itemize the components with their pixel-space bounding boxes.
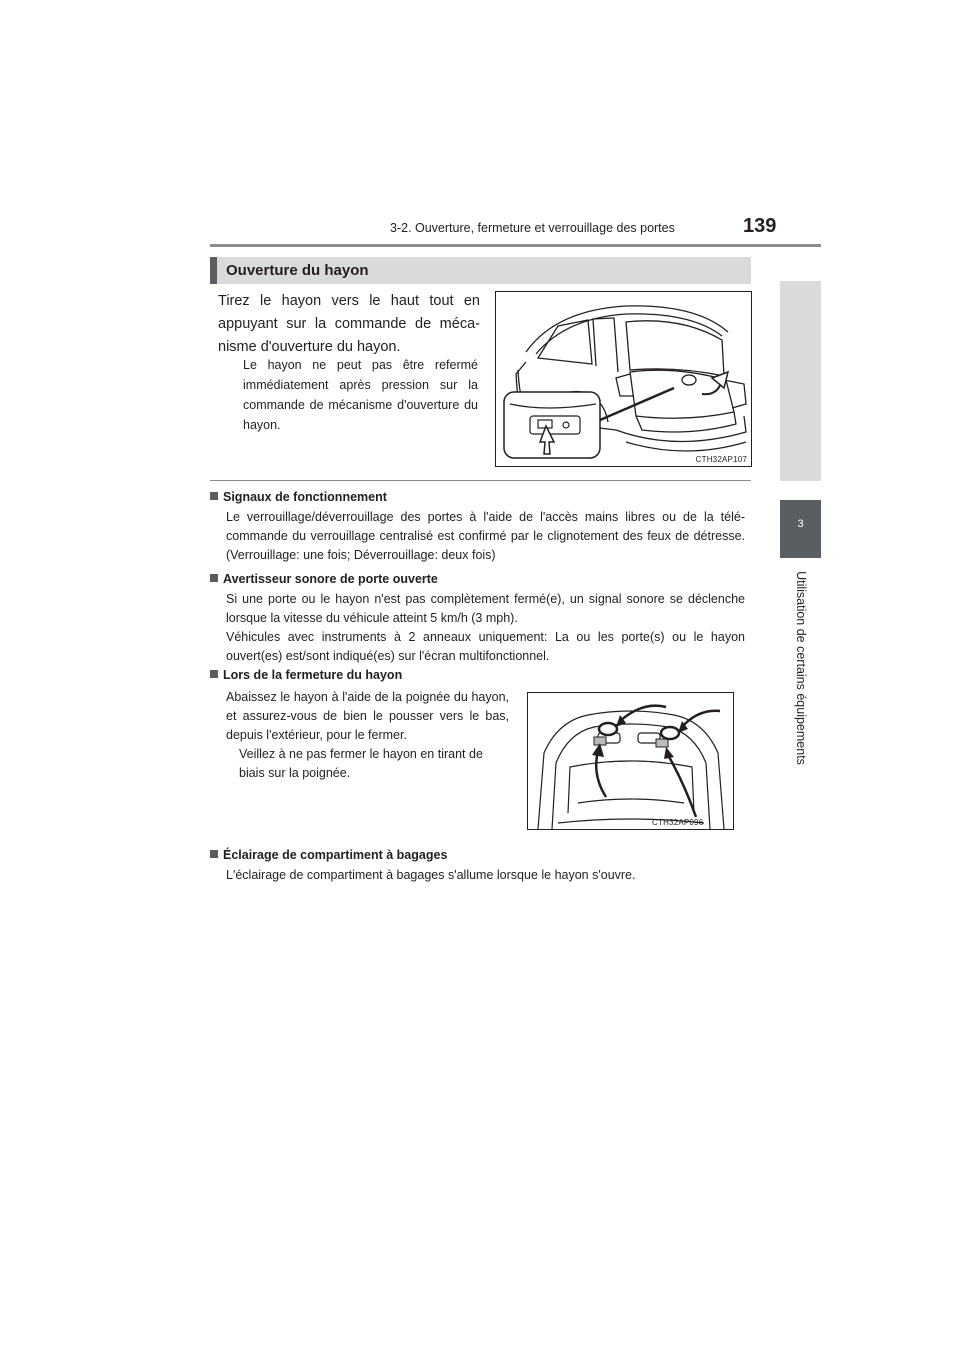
topic-heading-text: Signaux de fonctionnement	[223, 490, 387, 504]
section-divider	[210, 480, 751, 481]
topic-heading	[210, 572, 438, 586]
header-rule	[210, 244, 821, 247]
section-title-bar	[210, 257, 751, 284]
tailgate-interior-illustration	[528, 693, 733, 829]
topic-heading	[210, 668, 402, 682]
bullet-square-icon	[210, 574, 218, 582]
topic-text: Le verrouillage/déverrouillage des portes à l'aide de l'accès mains libres ou de la télécommande du verrouillage centralisé est confirmé par le clignotement des feux de détresse. (Verrouillage: une fois; Déverrouillage: deux fois)	[226, 510, 745, 562]
side-tab-chapter-number: 3	[780, 500, 821, 558]
section-accent	[210, 257, 217, 284]
topic-heading	[210, 490, 387, 504]
topic-heading-text: Avertisseur sonore de porte ouverte	[223, 572, 438, 586]
section-title: Ouverture du hayon	[226, 262, 369, 279]
topic-note: Veillez à ne pas fermer le hayon en tirant de biais sur la poignée.	[239, 747, 483, 780]
tailgate-handle-figure	[527, 692, 734, 830]
side-tab-chapter-label	[780, 560, 821, 775]
tailgate-opener-figure	[495, 291, 752, 467]
instruction-text: Tirez le hayon vers le haut tout en appuyant sur la commande de mécanisme d'ouverture du hayon.	[218, 293, 480, 355]
topic-text-2: Véhicules avec instruments à 2 anneaux uniquement: La ou les porte(s) ou le hayon ouvert(es) est/sont indiqué(es) sur l'écran multifonctionnel.	[226, 630, 745, 663]
bullet-square-icon	[210, 492, 218, 500]
side-tab-band	[780, 281, 821, 481]
car-rear-illustration	[496, 292, 751, 466]
bullet-square-icon	[210, 850, 218, 858]
bullet-square-icon	[210, 670, 218, 678]
instruction-note: Le hayon ne peut pas être refermé immédiatement après pression sur la commande de mécanisme d'ouverture du hayon.	[243, 358, 478, 432]
figure-code: CTH32AP096	[652, 818, 704, 827]
page-number: 139	[743, 215, 777, 237]
topic-heading	[210, 848, 447, 862]
topic-heading-text: Éclairage de compartiment à bagages	[223, 848, 448, 862]
topic-text: Si une porte ou le hayon n'est pas complètement fermé(e), un signal sonore se déclenche lorsque la vitesse du véhicule atteint 5 km/h (3 mph).	[226, 592, 745, 625]
figure-code: CTH32AP107	[695, 455, 747, 464]
side-tab-label-text: Utilisation de certains équipements	[793, 570, 808, 765]
chapter-header: 3-2. Ouverture, fermeture et verrouillage des portes	[390, 221, 675, 235]
topic-text: Abaissez le hayon à l'aide de la poignée du hayon, et assurez-vous de bien le pousser vers le bas, depuis l'extérieur, pour le fermer.	[226, 690, 509, 742]
topic-text: L'éclairage de compartiment à bagages s'allume lorsque le hayon s'ouvre.	[226, 868, 636, 882]
topic-heading-text: Lors de la fermeture du hayon	[223, 668, 403, 682]
